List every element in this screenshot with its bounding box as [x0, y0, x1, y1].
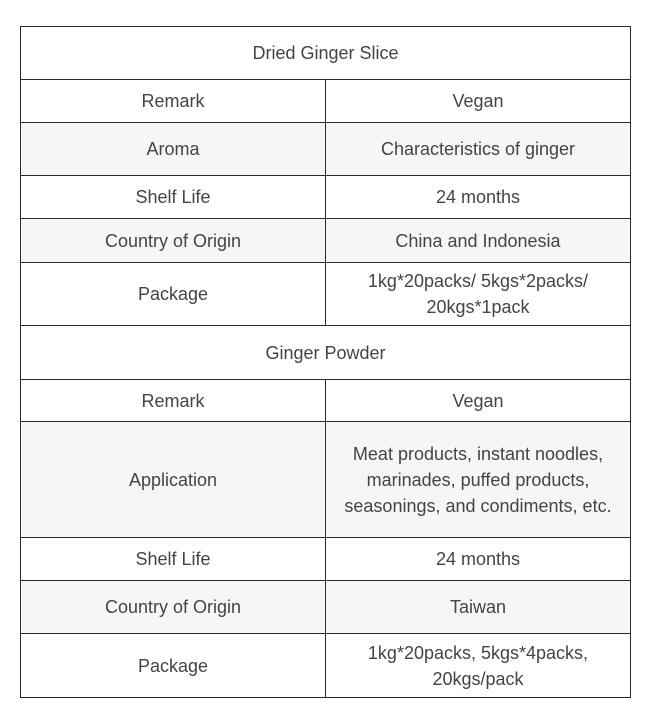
- row-label: Shelf Life: [21, 176, 326, 219]
- table-row: [21, 176, 631, 219]
- row-label: Package: [21, 263, 326, 326]
- product-spec-table: [20, 26, 631, 698]
- row-label: Country of Origin: [21, 219, 326, 263]
- row-value: 24 months: [326, 176, 631, 219]
- row-value: 1kg*20packs/ 5kgs*2packs/ 20kgs*1pack: [326, 263, 631, 326]
- section-title: Ginger Powder: [21, 326, 631, 380]
- table-row: [21, 538, 631, 581]
- row-label: Aroma: [21, 123, 326, 176]
- row-value: Taiwan: [326, 581, 631, 634]
- row-value: 1kg*20packs, 5kgs*4packs, 20kgs/pack: [326, 634, 631, 698]
- table-row: [21, 80, 631, 123]
- row-value: 24 months: [326, 538, 631, 581]
- row-label: Country of Origin: [21, 581, 326, 634]
- table-row: [21, 219, 631, 263]
- row-value: China and Indonesia: [326, 219, 631, 263]
- row-value: Vegan: [326, 380, 631, 422]
- row-label: Remark: [21, 380, 326, 422]
- row-label: Shelf Life: [21, 538, 326, 581]
- section-title-row: [21, 27, 631, 80]
- row-label: Package: [21, 634, 326, 698]
- row-value: Characteristics of ginger: [326, 123, 631, 176]
- table-row: [21, 263, 631, 326]
- section-title-row: [21, 326, 631, 380]
- table-row: [21, 123, 631, 176]
- row-label: Application: [21, 422, 326, 538]
- table-row: [21, 581, 631, 634]
- row-value: Meat products, instant noodles, marinades, puffed products, seasonings, and condiments, etc.: [326, 422, 631, 538]
- table-row: [21, 422, 631, 538]
- row-label: Remark: [21, 80, 326, 123]
- section-title: Dried Ginger Slice: [21, 27, 631, 80]
- table-row: [21, 380, 631, 422]
- row-value: Vegan: [326, 80, 631, 123]
- table-row: [21, 634, 631, 698]
